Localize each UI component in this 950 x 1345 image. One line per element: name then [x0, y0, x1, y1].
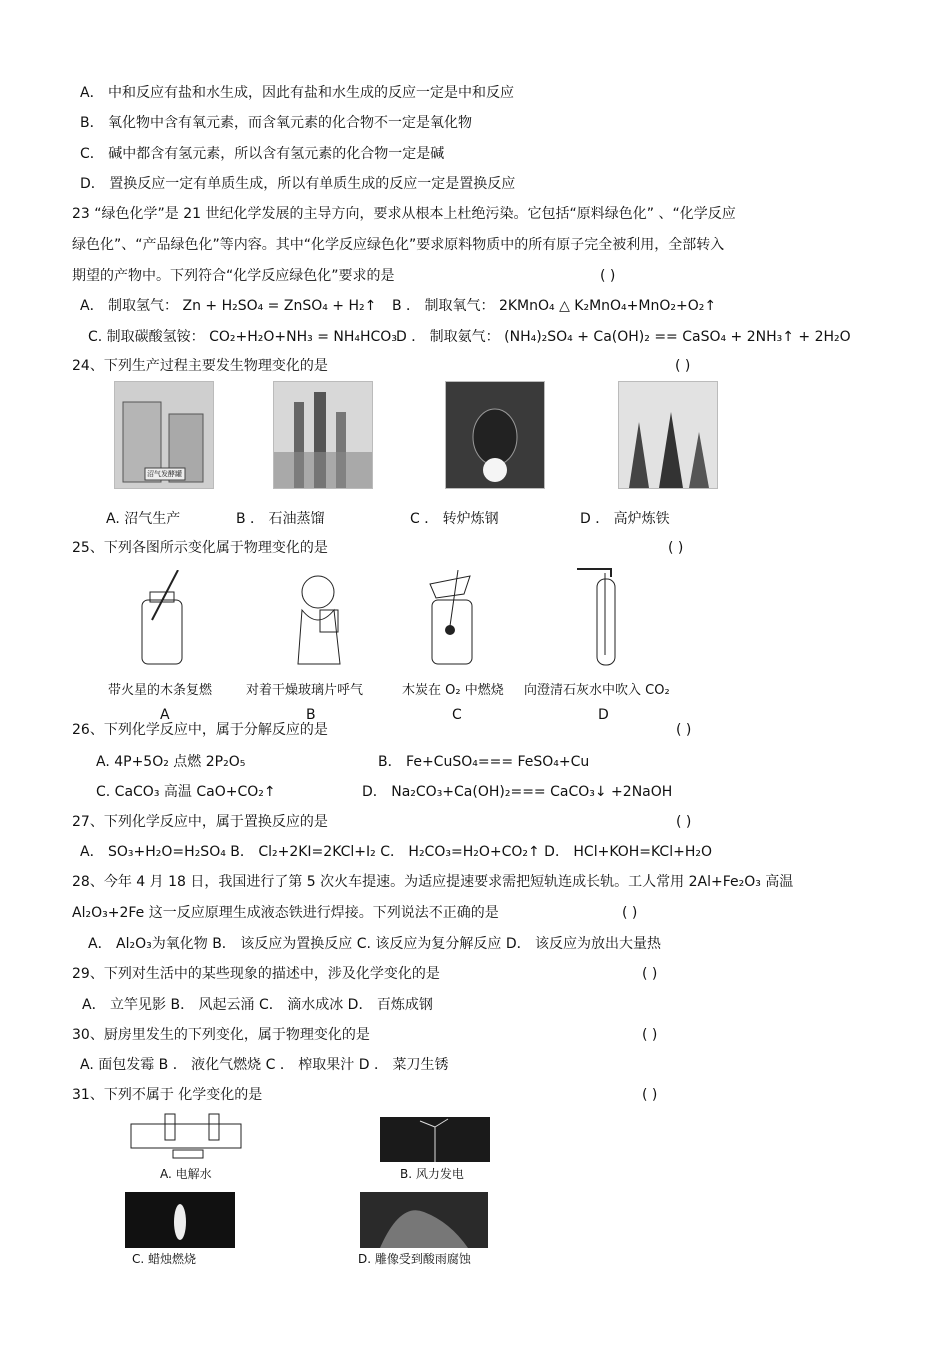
- furnace-icon: [446, 382, 544, 488]
- acid-rain-statue-photo: [360, 1192, 488, 1248]
- q25-caption-b: 对着干燥玻璃片呼气: [246, 683, 364, 698]
- q24-caption-a: A. 沼气生产: [106, 511, 181, 527]
- q24-caption-c: C ． 转炉炼钢: [410, 511, 499, 527]
- q31-caption-c: C. 蜡烛燃烧: [132, 1252, 197, 1266]
- q25-answer-paren: ( ): [668, 540, 684, 556]
- q23-stem-line3: 期望的产物中。下列符合“化学反应绿色化”要求的是: [72, 268, 395, 284]
- q22-option-d: D． 置换反应一定有单质生成，所以有单质生成的反应一定是置换反应: [80, 176, 516, 192]
- q22-option-c: C． 碱中都含有氢元素，所以含有氢元素的化合物一定是碱: [80, 146, 445, 162]
- q29-answer-paren: ( ): [642, 966, 658, 982]
- q23-stem-line2: 绿色化”、“产品绿色化”等内容。其中“化学反应绿色化”要求原料物质中的所有原子完全被利用，全部转入: [72, 237, 725, 253]
- q24-answer-paren: ( ): [675, 358, 691, 374]
- q26-option-c: C. CaCO₃ 高温 CaO+CO₂↑: [96, 784, 276, 800]
- q30-answer-paren: ( ): [642, 1027, 658, 1043]
- q25-letter-b: B: [306, 707, 316, 723]
- refinery-icon: [274, 382, 372, 488]
- q25-caption-c: 木炭在 O₂ 中燃烧: [402, 683, 504, 698]
- wind-power-photo: [380, 1117, 490, 1162]
- blast-furnace-photo: [618, 381, 718, 489]
- q28-answer-paren: ( ): [622, 905, 638, 921]
- converter-steelmaking-photo: [445, 381, 545, 489]
- q23-option-d: D ． 制取氨气： (NH₄)₂SO₄ + Ca(OH)₂ == CaSO₄ + 2NH₃↑ + 2H₂O: [396, 329, 851, 345]
- q23-option-a: A． 制取氢气： Zn + H₂SO₄ = ZnSO₄ + H₂↑: [80, 298, 377, 314]
- candle-burning-photo: [125, 1192, 235, 1248]
- wind-turbine-icon: [380, 1117, 490, 1162]
- biogas-photo-label: 沼气发酵罐: [147, 470, 182, 478]
- q31-caption-b: B. 风力发电: [400, 1167, 464, 1181]
- biogas-tanks-photo: [114, 381, 214, 489]
- girl-breathing-on-glass-icon: [290, 570, 350, 670]
- blast-furnace-icon: [619, 382, 717, 488]
- candle-flame-icon: [125, 1192, 235, 1248]
- q23-answer-paren: ( ): [600, 268, 616, 284]
- q25-caption-a: 带火星的木条复燃: [108, 683, 213, 698]
- q23-option-b: B ． 制取氧气： 2KMnO₄ △ K₂MnO₄+MnO₂+O₂↑: [392, 298, 717, 314]
- q22-option-a: A． 中和反应有盐和水生成，因此有盐和水生成的反应一定是中和反应: [80, 85, 515, 101]
- q31-caption-d: D. 雕像受到酸雨腐蚀: [358, 1252, 471, 1266]
- q26-option-d: D． Na₂CO₃+Ca(OH)₂=== CaCO₃↓ +2NaOH: [362, 784, 673, 800]
- q29-options: A． 立竿见影 B． 风起云涌 C． 滴水成冰 D． 百炼成钢: [82, 997, 433, 1013]
- electrolysis-diagram: [125, 1112, 253, 1172]
- q25-caption-d: 向澄清石灰水中吹入 CO₂: [524, 683, 670, 698]
- q31-caption-a: A. 电解水: [160, 1167, 212, 1181]
- q24-stem: 24、下列生产过程主要发生物理变化的是: [72, 358, 328, 374]
- q31-answer-paren: ( ): [642, 1087, 658, 1103]
- q30-options: A. 面包发霉 B ． 液化气燃烧 C ． 榨取果汁 D ． 菜刀生锈: [80, 1057, 449, 1073]
- q27-stem: 27、下列化学反应中，属于置换反应的是: [72, 814, 328, 830]
- q26-option-a: A. 4P+5O₂ 点燃 2P₂O₅: [96, 754, 246, 770]
- q26-option-b: B． Fe+CuSO₄=== FeSO₄+Cu: [378, 754, 590, 770]
- q30-stem: 30、厨房里发生的下列变化，属于物理变化的是: [72, 1027, 370, 1043]
- glowing-splint-bottle-icon: [130, 570, 190, 670]
- electrolysis-apparatus-icon: [125, 1112, 253, 1160]
- q25-letter-c: C: [452, 707, 462, 723]
- q26-answer-paren: ( ): [676, 722, 692, 738]
- q27-answer-paren: ( ): [676, 814, 692, 830]
- q23-stem-line1: 23 “绿色化学”是 21 世纪化学发展的主导方向，要求从根本上杜绝污染。它包括“原料绿色化” 、“化学反应: [72, 206, 736, 222]
- q28-stem-line1: 28、今年 4 月 18 日，我国进行了第 5 次火车提速。为适应提速要求需把短轨连成长轨。工人常用 2Al+Fe₂O₃ 高温: [72, 874, 794, 890]
- q28-stem-line2: Al₂O₃+2Fe 这一反应原理生成液态铁进行焊接。下列说法不正确的是: [72, 905, 499, 921]
- q24-caption-b: B ． 石油蒸馏: [236, 511, 325, 527]
- q27-options: A． SO₃+H₂O=H₂SO₄ B． Cl₂+2KI=2KCl+I₂ C． H₂CO₃=H₂O+CO₂↑ D． HCl+KOH=KCl+H₂O: [80, 844, 712, 860]
- q25-letter-d: D: [598, 707, 609, 723]
- q28-options: A． Al₂O₃为氧化物 B． 该反应为置换反应 C. 该反应为复分解反应 D． 该反应为放出大量热: [88, 936, 662, 952]
- oil-distillation-photo: [273, 381, 373, 489]
- q25-stem: 25、下列各图所示变化属于物理变化的是: [72, 540, 328, 556]
- q26-stem: 26、下列化学反应中，属于分解反应的是: [72, 722, 328, 738]
- test-tube-limewater-icon: [575, 565, 625, 670]
- q23-option-c: C. 制取碳酸氢铵： CO₂+H₂O+NH₃ = NH₄HCO₃: [88, 329, 397, 345]
- q31-stem: 31、下列不属于 化学变化的是: [72, 1087, 263, 1103]
- q22-option-b: B． 氧化物中含有氧元素，而含氧元素的化合物不一定是氧化物: [80, 115, 473, 131]
- q29-stem: 29、下列对生活中的某些现象的描述中，涉及化学变化的是: [72, 966, 440, 982]
- charcoal-burning-bottle-icon: [420, 570, 480, 670]
- q24-caption-d: D ． 高炉炼铁: [580, 511, 670, 527]
- q25-letter-a: A: [160, 707, 170, 723]
- corroded-statue-icon: [360, 1192, 488, 1248]
